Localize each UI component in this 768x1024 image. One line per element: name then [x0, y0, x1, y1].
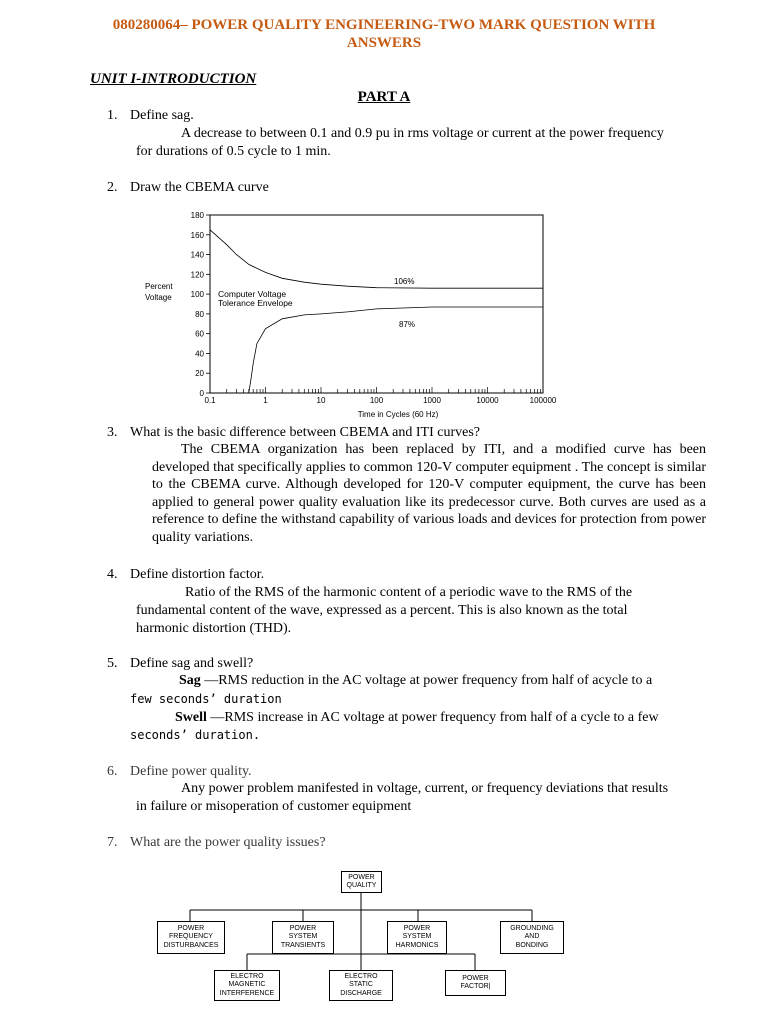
node-line: ELECTRO — [344, 972, 378, 980]
node-electrostatic-discharge — [329, 970, 393, 1001]
answer-4-line-3: harmonic distortion (THD). — [136, 621, 292, 636]
question-text: Draw the CBEMA curve — [130, 180, 269, 195]
node-line: TRANSIENTS — [280, 941, 326, 949]
node-line: ELECTRO — [230, 972, 264, 980]
node-line: STATIC — [349, 981, 373, 989]
question-text: Define distortion factor. — [130, 567, 265, 582]
x-tick-label: 10 — [316, 396, 326, 405]
annotation-87-percent: 87% — [399, 320, 416, 329]
answer-5-sag — [179, 672, 652, 689]
x-tick-label: 0.1 — [204, 396, 216, 405]
question-text: What is the basic difference between CBEMA and ITI curves? — [130, 425, 480, 440]
node-line: POWER — [348, 873, 375, 881]
question-number: 5. — [107, 656, 118, 671]
sag-term: Sag — [179, 673, 201, 688]
node-line: BONDING — [515, 941, 549, 949]
x-tick-label: 100000 — [529, 396, 557, 405]
y-tick-label: 0 — [199, 389, 204, 398]
question-number: 3. — [107, 425, 118, 440]
annotation-tolerance-envelope: Tolerance Envelope — [218, 298, 293, 308]
y-axis-label-line-2: Voltage — [145, 293, 172, 302]
annotation-106-percent: 106% — [394, 277, 415, 286]
x-tick-label: 10000 — [476, 396, 499, 405]
question-number: 6. — [107, 764, 118, 779]
y-tick-label: 100 — [190, 290, 204, 300]
question-text: Define power quality. — [130, 764, 252, 779]
answer-3: The CBEMA organization has been replaced by ITI, and a modified curve has been developed that specifically applies to common 120-V computer equipment . The concept is similar to the CBEMA curve. Although developed for 120-V computer equipment, the curve has been applied to general power quality evaluation like its predecessor curve. Both curves are used as a reference to define the withstand capability of various loads and devices for protection from power quality variations. — [152, 442, 706, 545]
node-line: POWER — [403, 924, 431, 932]
question-text: What are the power quality issues? — [130, 835, 326, 850]
x-axis-label: Time in Cycles (60 Hz) — [357, 410, 439, 419]
node-line: SYSTEM — [402, 933, 432, 941]
answer-6-line-1: Any power problem manifested in voltage, current, or frequency deviations that results — [181, 781, 669, 796]
node-line: QUALITY — [346, 882, 377, 889]
node-line: DISTURBANCES — [163, 941, 219, 949]
node-line: FACTOR| — [460, 983, 491, 990]
y-tick-label: 160 — [190, 230, 204, 240]
question-number: 1. — [107, 108, 118, 123]
y-tick-label: 180 — [190, 211, 204, 220]
question-number: 7. — [107, 835, 118, 850]
y-tick-label: 140 — [190, 250, 204, 260]
answer-5-swell-continued: seconds’ duration. — [130, 728, 261, 742]
unit-title: UNIT I-INTRODUCTION — [90, 71, 257, 87]
node-line: AND — [524, 933, 540, 941]
node-line: INTERFERENCE — [219, 989, 275, 997]
y-tick-label: 20 — [195, 369, 204, 379]
answer-5-swell — [175, 709, 659, 726]
swell-definition: —RMS increase in AC voltage at power frequency from half of a cycle to a few — [206, 710, 659, 725]
answer-1-line-2: for durations of 0.5 cycle to 1 min. — [136, 144, 331, 159]
question-number: 4. — [107, 567, 118, 582]
y-axis-label-line-1: Percent — [145, 282, 173, 291]
document-title-line-1: 080280064– POWER QUALITY ENGINEERING-TWO MARK QUESTION WITH — [112, 17, 656, 33]
node-line: GROUNDING — [510, 924, 554, 932]
answer-4-line-2: fundamental content of the wave, expressed as a percent. This is also known as the total — [136, 603, 628, 618]
sag-definition: —RMS reduction in the AC voltage at power frequency from half of acycle to a — [200, 673, 653, 688]
x-tick-label: 1000 — [423, 396, 441, 405]
node-line: POWER — [289, 924, 317, 932]
node-line: SYSTEM — [288, 933, 318, 941]
x-tick-label: 1 — [263, 396, 268, 405]
y-tick-label: 80 — [195, 309, 204, 319]
node-line: MAGNETIC — [228, 981, 266, 989]
node-power-system-harmonics — [387, 921, 447, 954]
answer-4-line-1: Ratio of the RMS of the harmonic content of a periodic wave to the RMS of the — [185, 585, 633, 600]
y-tick-label: 40 — [195, 349, 204, 359]
node-power-frequency-disturbances — [157, 921, 225, 954]
node-line: FREQUENCY — [169, 933, 213, 941]
question-number: 2. — [107, 180, 118, 195]
node-line: DISCHARGE — [340, 989, 382, 997]
question-text: Define sag. — [130, 108, 194, 123]
node-power-system-transients — [272, 921, 334, 954]
node-line: POWER — [177, 924, 205, 932]
answer-6-line-2: in failure or misoperation of customer equipment — [136, 799, 412, 814]
answer-5-sag-continued: few seconds’ duration — [130, 692, 282, 706]
node-electromagnetic-interference — [214, 970, 280, 1001]
part-title: PART A — [357, 89, 411, 105]
lower-tolerance-curve — [249, 307, 543, 393]
x-tick-label: 100 — [369, 396, 384, 405]
question-text: Define sag and swell? — [130, 656, 254, 671]
node-power-quality — [341, 871, 382, 893]
upper-tolerance-curve — [210, 230, 543, 288]
y-tick-label: 60 — [195, 329, 204, 339]
annotation-computer-voltage: Computer Voltage — [218, 289, 287, 299]
document-title-line-2: ANSWERS — [346, 35, 422, 51]
y-tick-label: 120 — [190, 270, 204, 280]
answer-1-line-1: A decrease to between 0.1 and 0.9 pu in rms voltage or current at the power frequency — [181, 126, 664, 141]
node-line: POWER — [462, 974, 489, 982]
cbema-curve-chart — [140, 205, 580, 423]
node-power-factor — [445, 970, 506, 996]
swell-term: Swell — [175, 710, 207, 725]
node-line: HARMONICS — [395, 941, 439, 949]
node-grounding-and-bonding — [500, 921, 564, 954]
